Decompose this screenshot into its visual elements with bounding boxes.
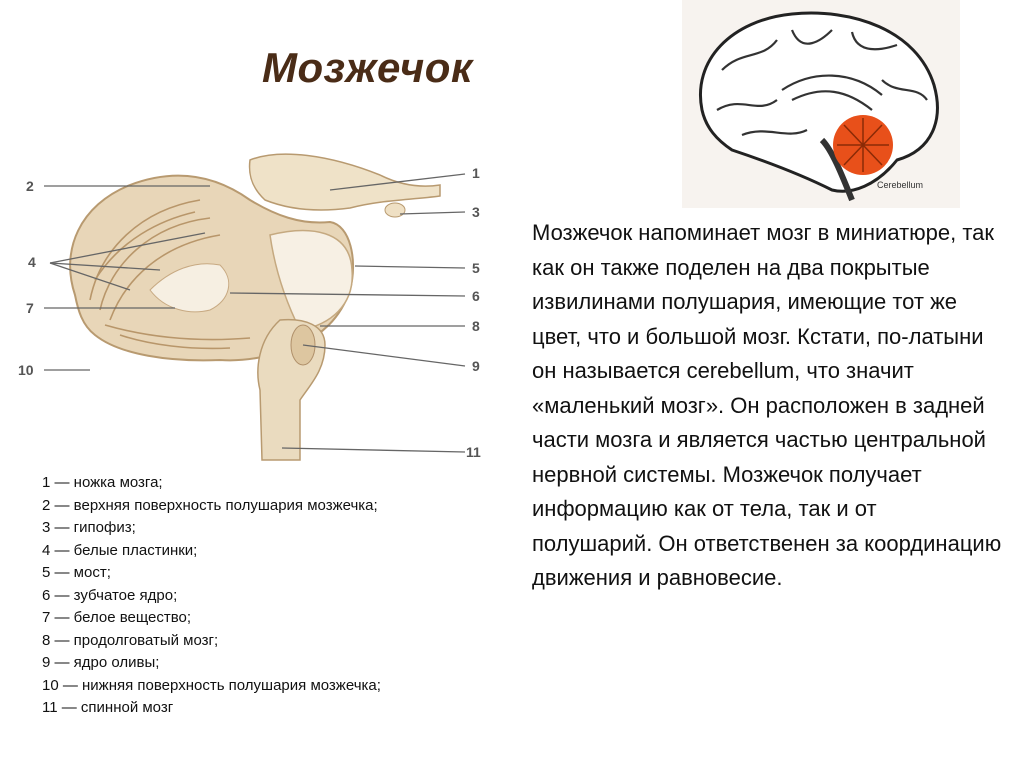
legend-item: 1 — ножка мозга; [42,474,163,491]
legend-item: 8 — продолговатый мозг; [42,631,219,649]
diagram-label-6: 6 [472,288,480,304]
diagram-label-5: 5 [472,260,480,276]
legend-item: 6 — зубчатое ядро; [42,586,178,604]
diagram-label-4: 4 [28,254,36,270]
legend-item: 4 — белые пластинки; [42,541,198,559]
diagram-label-2: 2 [26,178,34,194]
page-title: Мозжечок [262,44,473,91]
brain-cerebellum-image [682,0,960,208]
legend-item: 5 — мост; [42,564,111,581]
legend-item: 2 — верхняя поверхность полушария мозжечка; [42,496,378,514]
description-paragraph: Мозжечок напоминает мозг в миниатюре, так как он также поделен на два покрытые извилинами полушария, имеющие тот же цвет, что и большой мозг. Кстати, по-латыни он называется cerebellum, что значит «маленький мозг». Он расположен в задней части мозга и является частью центральной нервной системы. Мозжечок получает информацию как от тела, так и от полушарий. Он ответственен за координацию движения и равновесие. [532,220,1002,590]
brain-image-caption: Cerebellum [877,180,924,190]
legend-item: 7 — белое вещество; [42,609,192,626]
cerebellum-section-diagram [0,130,500,470]
legend-item: 3 — гипофиз; [42,519,136,536]
diagram-label-8: 8 [472,318,480,334]
diagram-label-1: 1 [472,165,480,181]
legend-item: 9 — ядро оливы; [42,654,160,671]
legend-item: 11 — спинной мозг [42,699,174,716]
legend-list [42,472,512,720]
diagram-label-9: 9 [472,358,480,374]
diagram-label-10: 10 [18,362,34,378]
diagram-label-11: 11 [466,444,481,460]
diagram-label-3: 3 [472,204,480,220]
diagram-label-7: 7 [26,300,34,316]
legend-item: 10 — нижняя поверхность полушария мозжечка; [42,676,381,694]
